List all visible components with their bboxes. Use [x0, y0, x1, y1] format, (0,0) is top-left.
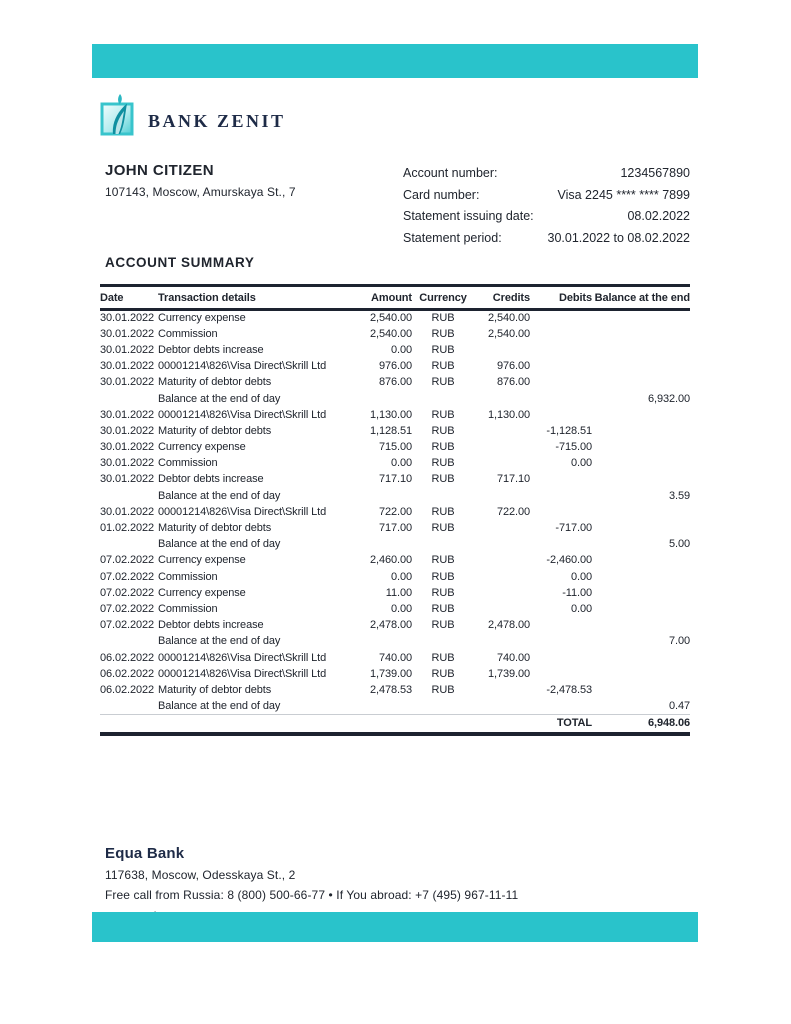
transaction-row	[100, 552, 690, 568]
cell	[592, 666, 690, 682]
cell: 2,478.53	[369, 683, 412, 696]
cell: 1,128.51	[369, 424, 412, 437]
customer-name: JOHN CITIZEN	[105, 162, 214, 179]
cell	[474, 633, 530, 649]
cell	[592, 520, 690, 536]
cell	[530, 504, 592, 520]
cell: 11.00	[385, 586, 412, 599]
cell	[530, 390, 592, 406]
cell: 0.00	[390, 457, 412, 470]
transaction-row	[100, 310, 690, 326]
header-date: Date	[100, 286, 158, 310]
header-debits: Debits	[530, 286, 592, 310]
cell	[412, 536, 474, 552]
cell	[592, 649, 690, 665]
header-credits: Credits	[474, 286, 530, 310]
cell	[474, 682, 530, 698]
statement-period-value: 30.01.2022 to 08.02.2022	[547, 230, 690, 245]
cell: RUB	[431, 343, 455, 356]
cell: RUB	[431, 441, 455, 454]
cell: RUB	[431, 570, 455, 583]
cell: 722.00	[496, 505, 530, 518]
cell: 876.00	[496, 376, 530, 389]
cell: 0.47	[668, 699, 690, 712]
cell	[530, 617, 592, 633]
header-currency: Currency	[412, 286, 474, 310]
cell: 30.01.2022	[100, 424, 155, 437]
cell: 2,540.00	[369, 312, 412, 325]
balance-row	[100, 390, 690, 406]
cell: 2,540.00	[487, 312, 530, 325]
cell: 00001214\826\Visa Direct\Skrill Ltd	[158, 360, 327, 373]
cell: RUB	[431, 312, 455, 325]
transactions-table	[100, 284, 690, 736]
cell	[100, 633, 158, 649]
cell	[592, 585, 690, 601]
cell	[474, 536, 530, 552]
cell: RUB	[431, 473, 455, 486]
cell	[474, 455, 530, 471]
transaction-row	[100, 617, 690, 633]
cell	[592, 682, 690, 698]
cell: 06.02.2022	[100, 683, 155, 696]
header-balance: Balance at the end	[592, 286, 690, 310]
cell: 00001214\826\Visa Direct\Skrill Ltd	[158, 667, 327, 680]
cell: 30.01.2022	[100, 457, 155, 470]
cell: 07.02.2022	[100, 570, 155, 583]
cell: RUB	[431, 619, 455, 632]
cell: RUB	[431, 651, 455, 664]
cell	[330, 536, 412, 552]
bank-logo	[100, 93, 286, 139]
cell: RUB	[431, 457, 455, 470]
cell: 2,460.00	[369, 554, 412, 567]
cell: -1,128.51	[546, 424, 592, 437]
header-amount: Amount	[330, 286, 412, 310]
cell: RUB	[431, 522, 455, 535]
cell: Currency expense	[158, 441, 246, 454]
cell	[592, 310, 690, 326]
cell: RUB	[431, 376, 455, 389]
transaction-row	[100, 423, 690, 439]
cell	[412, 488, 474, 504]
cell: Maturity of debtor debts	[158, 424, 272, 437]
cell	[592, 471, 690, 487]
bottom-accent-bar	[92, 912, 698, 942]
statement-period-label: Statement period:	[403, 230, 502, 245]
cell: Commission	[158, 570, 218, 583]
cell: Balance at the end of day	[158, 635, 281, 648]
cell	[592, 342, 690, 358]
cell	[592, 439, 690, 455]
statement-period-row	[403, 228, 690, 250]
cell	[474, 552, 530, 568]
cell: RUB	[431, 408, 455, 421]
cell	[330, 390, 412, 406]
top-accent-bar	[92, 44, 698, 78]
cell: 876.00	[378, 376, 412, 389]
balance-row	[100, 633, 690, 649]
cell: 717.00	[378, 522, 412, 535]
cell: 07.02.2022	[100, 554, 155, 567]
cell: 07.02.2022	[100, 602, 155, 615]
cell: Balance at the end of day	[158, 538, 281, 551]
account-number-row	[403, 163, 690, 185]
cell: Balance at the end of day	[158, 489, 281, 502]
cell	[474, 423, 530, 439]
cell	[530, 488, 592, 504]
cell	[100, 536, 158, 552]
cell	[530, 342, 592, 358]
statement-issuing-date-value: 08.02.2022	[627, 209, 690, 223]
transaction-row	[100, 455, 690, 471]
cell: 1,739.00	[369, 667, 412, 680]
transaction-row	[100, 504, 690, 520]
cell: 30.01.2022	[100, 360, 155, 373]
cell: 00001214\826\Visa Direct\Skrill Ltd	[158, 505, 327, 518]
cell	[474, 601, 530, 617]
cell: Maturity of debtor debts	[158, 376, 272, 389]
cell: 1,739.00	[487, 667, 530, 680]
balance-row	[100, 698, 690, 714]
card-number-label: Card number:	[403, 187, 480, 202]
cell: 5.00	[668, 538, 690, 551]
cell: Debtor debts increase	[158, 473, 264, 486]
cell	[474, 488, 530, 504]
cell	[474, 520, 530, 536]
cell	[530, 326, 592, 342]
transaction-row	[100, 358, 690, 374]
total-label: TOTAL	[530, 714, 592, 734]
cell: Balance at the end of day	[158, 392, 281, 405]
account-number-value: 1234567890	[620, 166, 690, 180]
cell	[530, 471, 592, 487]
cell	[530, 698, 592, 714]
transaction-row	[100, 439, 690, 455]
cell: RUB	[431, 360, 455, 373]
cell	[530, 358, 592, 374]
cell: Debtor debts increase	[158, 343, 264, 356]
table-footer	[100, 714, 690, 734]
account-info	[403, 163, 690, 249]
card-number-value: Visa 2245 **** **** 7899	[557, 187, 690, 202]
cell: Commission	[158, 457, 218, 470]
cell: 7.00	[668, 635, 690, 648]
cell: RUB	[431, 505, 455, 518]
cell	[530, 649, 592, 665]
transaction-row	[100, 666, 690, 682]
cell	[592, 601, 690, 617]
cell: 0.00	[390, 602, 412, 615]
transaction-row	[100, 342, 690, 358]
transaction-row	[100, 569, 690, 585]
header-transaction-details: Transaction details	[158, 286, 330, 310]
transaction-row	[100, 601, 690, 617]
cell: 715.00	[378, 441, 412, 454]
bank-zenit-logo-icon	[100, 93, 136, 139]
cell: 1,130.00	[369, 408, 412, 421]
cell	[592, 552, 690, 568]
cell: Balance at the end of day	[158, 699, 281, 712]
transaction-row	[100, 585, 690, 601]
footer-phones: Free call from Russia: 8 (800) 500-66-77 • If You abroad: +7 (495) 967-11-11	[105, 888, 519, 902]
cell	[592, 569, 690, 585]
cell: 976.00	[378, 360, 412, 373]
cell: RUB	[431, 667, 455, 680]
cell: 07.02.2022	[100, 619, 155, 632]
cell: 06.02.2022	[100, 667, 155, 680]
cell	[412, 633, 474, 649]
table-header	[100, 286, 690, 310]
cell: 2,540.00	[369, 327, 412, 340]
transactions-table-wrap	[100, 284, 690, 736]
cell	[100, 488, 158, 504]
footer-address: 117638, Moscow, Odesskaya St., 2	[105, 868, 296, 882]
statement-issuing-date-row	[403, 206, 690, 228]
cell: 1,130.00	[487, 408, 530, 421]
cell: 0.00	[390, 570, 412, 583]
cell	[592, 407, 690, 423]
transaction-row	[100, 326, 690, 342]
cell: 976.00	[496, 360, 530, 373]
cell: 722.00	[378, 505, 412, 518]
cell	[530, 633, 592, 649]
cell: 2,540.00	[487, 327, 530, 340]
cell: 07.02.2022	[100, 586, 155, 599]
cell	[530, 310, 592, 326]
total-row	[100, 714, 690, 734]
cell: Currency expense	[158, 312, 246, 325]
cell	[530, 536, 592, 552]
transaction-row	[100, 471, 690, 487]
cell	[592, 504, 690, 520]
customer-block	[105, 162, 296, 199]
cell: 717.10	[496, 473, 530, 486]
table-header-row	[100, 286, 690, 310]
cell	[592, 326, 690, 342]
cell: 6,932.00	[647, 392, 690, 405]
account-summary-title: ACCOUNT SUMMARY	[105, 255, 255, 270]
cell	[474, 585, 530, 601]
statement-issuing-date-label: Statement issuing date:	[403, 209, 534, 223]
cell	[592, 358, 690, 374]
transactions-body	[100, 310, 690, 715]
cell: 3.59	[668, 489, 690, 502]
cell: 30.01.2022	[100, 376, 155, 389]
cell	[474, 342, 530, 358]
cell	[100, 390, 158, 406]
cell: 740.00	[496, 651, 530, 664]
cell	[530, 407, 592, 423]
card-number-row	[403, 185, 690, 207]
cell: 30.01.2022	[100, 327, 155, 340]
cell: Currency expense	[158, 586, 246, 599]
cell	[330, 633, 412, 649]
cell: 2,478.00	[487, 619, 530, 632]
cell: -2,460.00	[546, 554, 592, 567]
cell	[592, 423, 690, 439]
balance-row	[100, 488, 690, 504]
transaction-row	[100, 682, 690, 698]
cell: Commission	[158, 602, 218, 615]
footer-bank-name: Equa Bank	[105, 845, 185, 862]
cell: 00001214\826\Visa Direct\Skrill Ltd	[158, 651, 327, 664]
cell: Currency expense	[158, 554, 246, 567]
cell: 0.00	[570, 570, 592, 583]
cell: RUB	[431, 586, 455, 599]
cell: RUB	[431, 327, 455, 340]
cell	[412, 390, 474, 406]
cell: 00001214\826\Visa Direct\Skrill Ltd	[158, 408, 327, 421]
cell: 30.01.2022	[100, 473, 155, 486]
cell: -715.00	[555, 441, 592, 454]
cell: Debtor debts increase	[158, 619, 264, 632]
cell	[592, 374, 690, 390]
cell: 740.00	[378, 651, 412, 664]
cell: 0.00	[570, 602, 592, 615]
cell: Commission	[158, 327, 218, 340]
cell	[474, 439, 530, 455]
cell: 0.00	[570, 457, 592, 470]
cell: 30.01.2022	[100, 343, 155, 356]
cell	[530, 666, 592, 682]
cell	[330, 698, 412, 714]
cell: RUB	[431, 424, 455, 437]
cell	[592, 617, 690, 633]
cell: 06.02.2022	[100, 651, 155, 664]
cell	[412, 698, 474, 714]
cell	[592, 455, 690, 471]
cell: 30.01.2022	[100, 312, 155, 325]
cell: 2,478.00	[369, 619, 412, 632]
cell	[530, 374, 592, 390]
cell	[100, 698, 158, 714]
cell: 30.01.2022	[100, 408, 155, 421]
transaction-row	[100, 407, 690, 423]
balance-row	[100, 536, 690, 552]
cell: RUB	[431, 683, 455, 696]
customer-address: 107143, Moscow, Amurskaya St., 7	[105, 185, 296, 199]
cell: 0.00	[390, 343, 412, 356]
cell: Maturity of debtor debts	[158, 683, 272, 696]
cell: -11.00	[562, 586, 592, 599]
cell: 30.01.2022	[100, 505, 155, 518]
cell	[330, 488, 412, 504]
cell	[474, 390, 530, 406]
total-value: 6,948.06	[592, 714, 690, 734]
cell: 01.02.2022	[100, 522, 155, 535]
cell: -2,478.53	[546, 683, 592, 696]
account-number-label: Account number:	[403, 166, 498, 180]
cell: Maturity of debtor debts	[158, 522, 272, 535]
cell: RUB	[431, 602, 455, 615]
cell: RUB	[431, 554, 455, 567]
cell: -717.00	[555, 522, 592, 535]
cell	[474, 569, 530, 585]
transaction-row	[100, 520, 690, 536]
cell: 30.01.2022	[100, 441, 155, 454]
cell	[474, 698, 530, 714]
cell: 717.10	[378, 473, 412, 486]
transaction-row	[100, 649, 690, 665]
bank-name-text: BANK ZENIT	[148, 110, 286, 131]
transaction-row	[100, 374, 690, 390]
